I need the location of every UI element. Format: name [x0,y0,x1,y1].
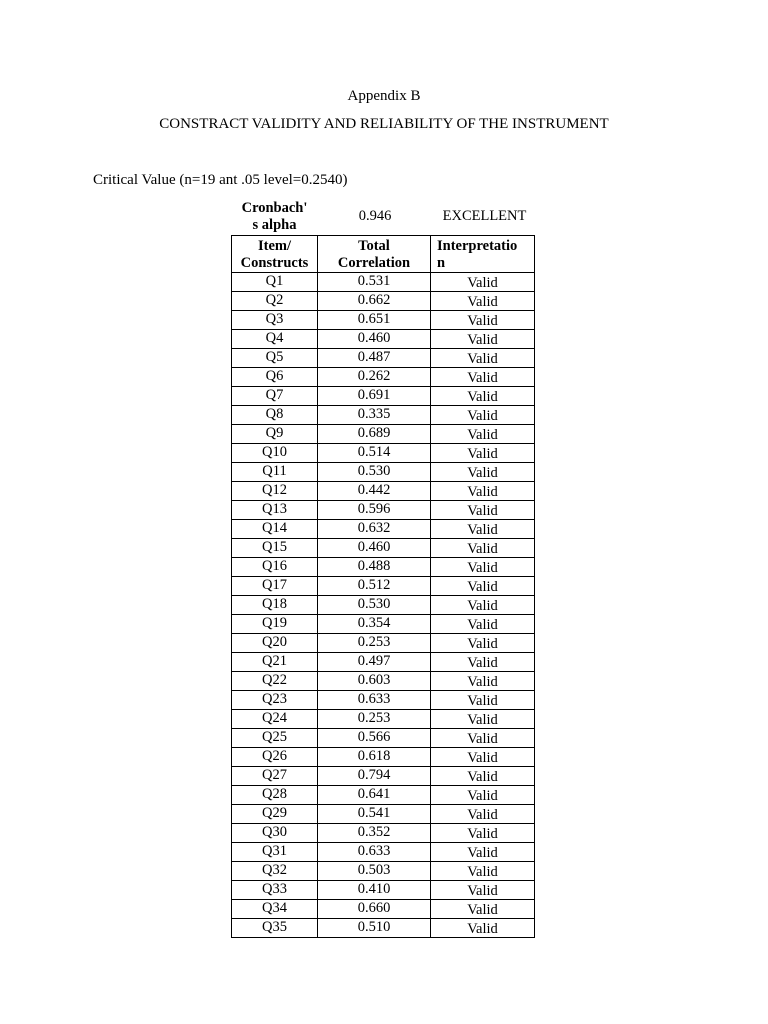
table-body [232,273,535,938]
table-row [232,824,535,843]
interpretation-cell: Valid [431,615,535,634]
table-row [232,292,535,311]
table-row [232,805,535,824]
interpretation-cell: Valid [431,767,535,786]
item-cell: Q23 [232,691,318,710]
table-row [232,387,535,406]
item-cell: Q17 [232,577,318,596]
item-cell: Q28 [232,786,318,805]
table-row [232,596,535,615]
interpretation-cell: Valid [431,691,535,710]
correlation-cell: 0.335 [318,406,431,425]
item-cell: Q19 [232,615,318,634]
header-item-line1: Item/ [257,238,291,254]
item-cell: Q25 [232,729,318,748]
item-cell: Q7 [232,387,318,406]
correlation-cell: 0.354 [318,615,431,634]
item-cell: Q14 [232,520,318,539]
table-row [232,444,535,463]
correlation-cell: 0.497 [318,653,431,672]
item-cell: Q31 [232,843,318,862]
correlation-cell: 0.603 [318,672,431,691]
table-row [232,273,535,292]
document-title: CONSTRACT VALIDITY AND RELIABILITY OF THE INSTRUMENT [159,116,609,132]
table-row [232,672,535,691]
item-cell: Q8 [232,406,318,425]
interpretation-cell: Valid [431,558,535,577]
interpretation-cell: Valid [431,805,535,824]
correlation-cell: 0.633 [318,691,431,710]
table-row [232,767,535,786]
table-row [232,368,535,387]
correlation-cell: 0.596 [318,501,431,520]
interpretation-cell: Valid [431,748,535,767]
interpretation-cell: Valid [431,368,535,387]
item-cell: Q24 [232,710,318,729]
item-cell: Q32 [232,862,318,881]
correlation-cell: 0.689 [318,425,431,444]
interpretation-cell: Valid [431,672,535,691]
cronbach-alpha-label-line2: s alpha [252,217,297,233]
header-interpretation [431,236,535,273]
header-item-line2: Constructs [240,255,309,271]
interpretation-cell: Valid [431,653,535,672]
item-cell: Q3 [232,311,318,330]
table-row [232,406,535,425]
interpretation-cell: Valid [431,425,535,444]
critical-value-note: Critical Value (n=19 ant .05 level=0.2540) [93,172,348,188]
table-row [232,634,535,653]
correlation-cell: 0.487 [318,349,431,368]
table-row [232,349,535,368]
item-cell: Q16 [232,558,318,577]
cronbach-alpha-rating: EXCELLENT [442,208,527,224]
correlation-cell: 0.633 [318,843,431,862]
interpretation-cell: Valid [431,539,535,558]
cronbach-alpha-label-line1: Cronbach' [241,200,308,216]
correlation-cell: 0.531 [318,273,431,292]
correlation-cell: 0.410 [318,881,431,900]
correlation-cell: 0.651 [318,311,431,330]
table-row [232,330,535,349]
item-cell: Q29 [232,805,318,824]
correlation-cell: 0.253 [318,634,431,653]
correlation-cell: 0.660 [318,900,431,919]
interpretation-cell: Valid [431,501,535,520]
item-cell: Q35 [232,919,318,938]
item-cell: Q15 [232,539,318,558]
table-row [232,539,535,558]
item-cell: Q22 [232,672,318,691]
correlation-cell: 0.253 [318,710,431,729]
interpretation-cell: Valid [431,843,535,862]
item-cell: Q27 [232,767,318,786]
table-row [232,501,535,520]
table-row [232,482,535,501]
interpretation-cell: Valid [431,349,535,368]
correlation-cell: 0.352 [318,824,431,843]
table-row [232,919,535,938]
correlation-cell: 0.442 [318,482,431,501]
table-row [232,615,535,634]
interpretation-cell: Valid [431,444,535,463]
table-row [232,425,535,444]
item-cell: Q20 [232,634,318,653]
correlation-cell: 0.566 [318,729,431,748]
item-cell: Q1 [232,273,318,292]
correlation-cell: 0.632 [318,520,431,539]
table-row [232,710,535,729]
cronbach-alpha-row [231,200,537,236]
header-interp-line1: Interpretatio [437,238,518,254]
interpretation-cell: Valid [431,330,535,349]
interpretation-cell: Valid [431,919,535,938]
item-cell: Q26 [232,748,318,767]
table-row [232,786,535,805]
interpretation-cell: Valid [431,482,535,501]
header-item-constructs [232,236,318,273]
item-cell: Q18 [232,596,318,615]
interpretation-cell: Valid [431,634,535,653]
interpretation-cell: Valid [431,596,535,615]
interpretation-cell: Valid [431,862,535,881]
item-cell: Q11 [232,463,318,482]
interpretation-cell: Valid [431,729,535,748]
correlation-cell: 0.503 [318,862,431,881]
table-row [232,862,535,881]
table-row [232,843,535,862]
interpretation-cell: Valid [431,292,535,311]
item-cell: Q9 [232,425,318,444]
correlation-cell: 0.512 [318,577,431,596]
interpretation-cell: Valid [431,463,535,482]
interpretation-cell: Valid [431,406,535,425]
correlation-cell: 0.641 [318,786,431,805]
header-total-correlation [318,236,431,273]
correlation-cell: 0.541 [318,805,431,824]
item-cell: Q12 [232,482,318,501]
interpretation-cell: Valid [431,786,535,805]
interpretation-cell: Valid [431,311,535,330]
correlation-cell: 0.488 [318,558,431,577]
correlation-cell: 0.262 [318,368,431,387]
item-cell: Q2 [232,292,318,311]
table-row [232,558,535,577]
table-row [232,691,535,710]
table-row [232,881,535,900]
item-cell: Q6 [232,368,318,387]
validity-table [231,235,535,938]
table-row [232,520,535,539]
table-row [232,653,535,672]
cronbach-alpha-label [231,200,318,234]
header-interp-line2: n [437,255,446,271]
correlation-cell: 0.618 [318,748,431,767]
table-row [232,577,535,596]
interpretation-cell: Valid [431,881,535,900]
interpretation-cell: Valid [431,387,535,406]
correlation-cell: 0.460 [318,539,431,558]
item-cell: Q21 [232,653,318,672]
interpretation-cell: Valid [431,900,535,919]
correlation-cell: 0.691 [318,387,431,406]
table-row [232,311,535,330]
item-cell: Q33 [232,881,318,900]
correlation-cell: 0.514 [318,444,431,463]
interpretation-cell: Valid [431,824,535,843]
correlation-cell: 0.662 [318,292,431,311]
item-cell: Q5 [232,349,318,368]
header-total-line1: Total [358,238,390,254]
item-cell: Q34 [232,900,318,919]
interpretation-cell: Valid [431,710,535,729]
table-row [232,463,535,482]
item-cell: Q30 [232,824,318,843]
item-cell: Q13 [232,501,318,520]
correlation-cell: 0.510 [318,919,431,938]
table-row [232,748,535,767]
correlation-cell: 0.460 [318,330,431,349]
correlation-cell: 0.794 [318,767,431,786]
item-cell: Q10 [232,444,318,463]
appendix-label: Appendix B [347,88,421,104]
interpretation-cell: Valid [431,577,535,596]
cronbach-alpha-value: 0.946 [358,208,392,224]
interpretation-cell: Valid [431,520,535,539]
correlation-cell: 0.530 [318,463,431,482]
interpretation-cell: Valid [431,273,535,292]
table-row [232,900,535,919]
correlation-cell: 0.530 [318,596,431,615]
header-total-line2: Correlation [337,255,411,271]
table-row [232,729,535,748]
table-header-row [232,236,535,273]
item-cell: Q4 [232,330,318,349]
